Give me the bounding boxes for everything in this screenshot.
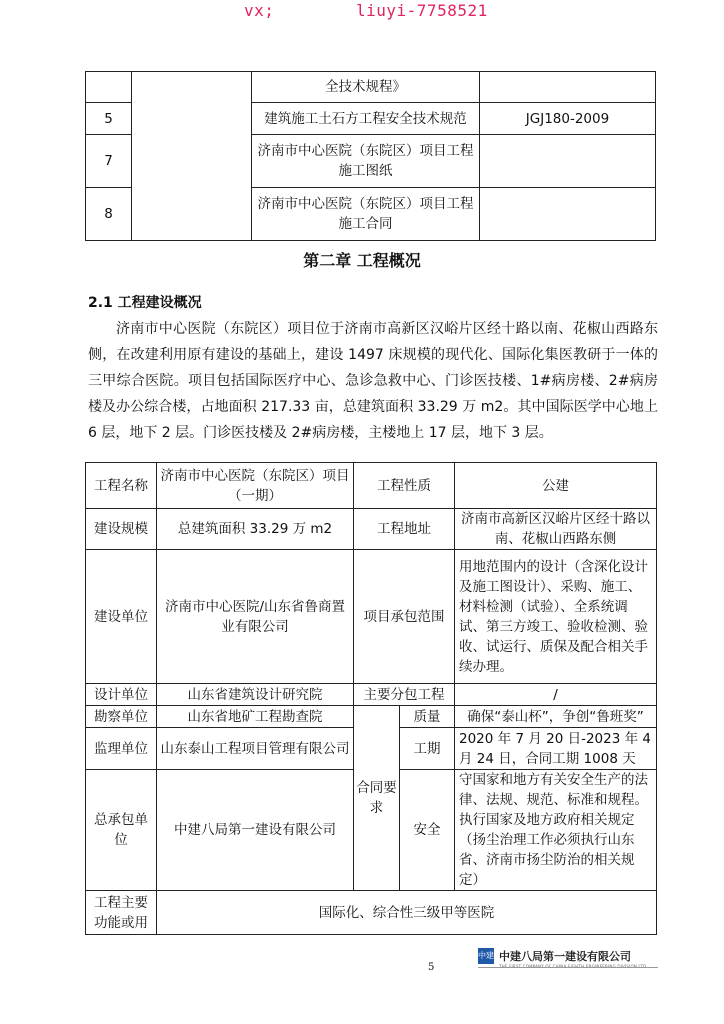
top-row-name: 济南市中心医院（东院区）项目工程施工图纸	[252, 135, 480, 188]
design-value: 山东省建筑设计研究院	[157, 684, 354, 706]
top-row-no	[86, 72, 132, 103]
table-row	[86, 509, 657, 550]
table-row	[86, 463, 657, 509]
top-row-name: 全技术规程》	[252, 72, 480, 103]
scope-label: 项目承包范围	[354, 550, 455, 684]
quality-value: 确保“泰山杯”，争创“鲁班奖”	[455, 706, 657, 728]
scale-label: 建设规模	[86, 509, 157, 550]
function-label: 工程主要功能或用	[86, 891, 157, 935]
table-row	[86, 706, 657, 728]
overview-paragraph: 济南市中心医院（东院区）项目位于济南市高新区汉峪片区经十路以南、花椒山西路东侧，在改建利用原有建设的基础上，建设 1497 床规模的现代化、国际化集医教研于一体的三甲综合医院。项目包括国际医疗中心、急诊急救中心、门诊医技楼、1#病房楼、2#病房楼及办公综合楼，占地面积 217.33 亩，总建筑面积 33.29 万 m2。其中国际医学中心地上 6 层，地下 2 层。门诊医技楼及 2#病房楼，主楼地上 17 层，地下 3 层。	[88, 321, 658, 441]
gc-label: 总承包单位	[86, 770, 157, 891]
top-row-no: 7	[86, 135, 132, 188]
safety-label: 安全	[400, 770, 455, 891]
logo-mark-icon: 中建	[478, 948, 494, 964]
nature-value: 公建	[455, 463, 657, 509]
schedule-value: 2020 年 7 月 20 日-2023 年 4 月 24 日，合同工期 1008 天	[455, 728, 657, 770]
watermark-right: liuyi-7758521	[356, 1, 488, 20]
safety-value: 守国家和地方有关安全生产的法律、法规、规范、标准和规程。执行国家及地方政府相关规定（扬尘治理工作必须执行山东省、济南市扬尘防治的相关规定）	[455, 770, 657, 891]
scope-value: 用地范围内的设计（含深化设计及施工图设计）、采购、施工、材料检测（试验）、全系统调试、第三方竣工、验收检测、验收、试运行、质保及配合相关手续办理。	[455, 550, 657, 684]
company-logo	[478, 946, 656, 966]
design-label: 设计单位	[86, 684, 157, 706]
top-row-no: 5	[86, 103, 132, 135]
footer-rule	[478, 967, 658, 968]
top-row-code	[480, 188, 656, 241]
top-row-code	[480, 72, 656, 103]
subcontract-value: /	[455, 684, 657, 706]
top-row-name: 建筑施工土石方工程安全技术规范	[252, 103, 480, 135]
survey-label: 勘察单位	[86, 706, 157, 728]
page-number: 5	[428, 962, 435, 973]
top-row-name: 济南市中心医院（东院区）项目工程施工合同	[252, 188, 480, 241]
address-value: 济南市高新区汉峪片区经十路以南、花椒山西路东侧	[455, 509, 657, 550]
supervision-label: 监理单位	[86, 728, 157, 770]
quality-label: 质量	[400, 706, 455, 728]
table-row	[86, 891, 657, 935]
gc-value: 中建八局第一建设有限公司	[157, 770, 354, 891]
contract-req-label: 合同要求	[354, 706, 400, 891]
project-info-table	[85, 462, 657, 935]
project-name-label: 工程名称	[86, 463, 157, 509]
owner-label: 建设单位	[86, 550, 157, 684]
watermark-left: vx;	[244, 1, 275, 20]
function-value: 国际化、综合性三级甲等医院	[157, 891, 657, 935]
owner-value: 济南市中心医院/山东省鲁商置业有限公司	[157, 550, 354, 684]
table-row	[86, 684, 657, 706]
scale-value: 总建筑面积 33.29 万 m2	[157, 509, 354, 550]
schedule-label: 工期	[400, 728, 455, 770]
section-title: 2.1 工程建设概况	[88, 295, 202, 311]
top-table	[85, 71, 656, 241]
project-name-value: 济南市中心医院（东院区）项目（一期）	[157, 463, 354, 509]
top-row-no: 8	[86, 188, 132, 241]
table-row	[86, 72, 656, 103]
address-label: 工程地址	[354, 509, 455, 550]
company-name: 中建八局第一建设有限公司	[499, 950, 631, 963]
survey-value: 山东省地矿工程勘查院	[157, 706, 354, 728]
supervision-value: 山东泰山工程项目管理有限公司	[157, 728, 354, 770]
table-row	[86, 550, 657, 684]
top-row-code	[480, 135, 656, 188]
top-row-code: JGJ180-2009	[480, 103, 656, 135]
subcontract-label: 主要分包工程	[354, 684, 455, 706]
nature-label: 工程性质	[354, 463, 455, 509]
top-empty-col	[132, 72, 252, 241]
chapter-title: 第二章 工程概况	[303, 251, 421, 270]
